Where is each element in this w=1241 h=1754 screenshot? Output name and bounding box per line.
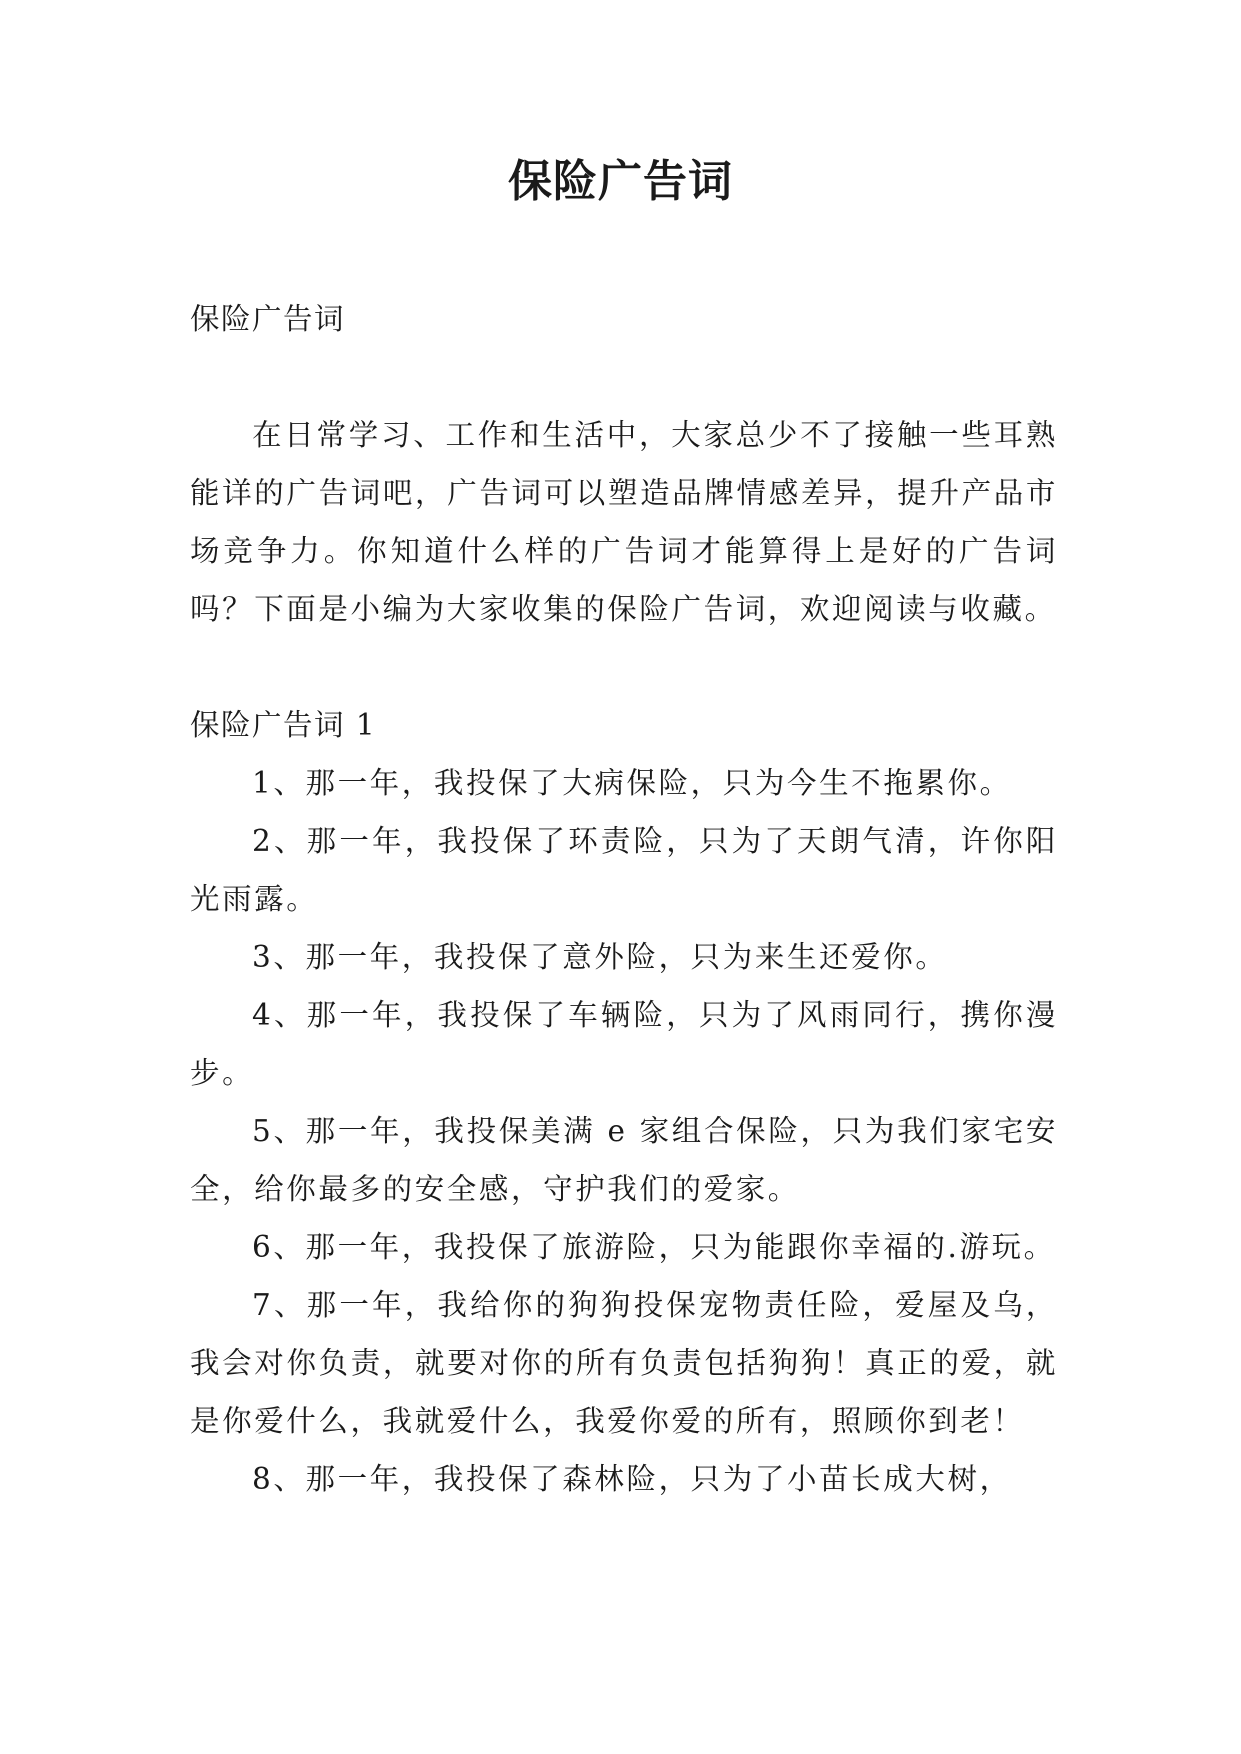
list-item: 1、那一年，我投保了大病保险，只为今生不拖累你。: [252, 766, 1012, 800]
list-item: 6、那一年，我投保了旅游险，只为能跟你幸福的.游玩。: [252, 1230, 1056, 1264]
document-title: 保险广告词: [508, 156, 733, 207]
list-item: 5、那一年，我投保美满 e 家组合保险，只为我们家宅安全，给你最多的安全感，守护我们的爱家。: [190, 1114, 1058, 1206]
list-item: 3、那一年，我投保了意外险，只为来生还爱你。: [252, 940, 948, 974]
section-title: 保险广告词 1: [190, 708, 377, 742]
list-item: 2、那一年，我投保了环责险，只为了天朗气清，许你阳光雨露。: [190, 824, 1058, 916]
document-body: [190, 290, 1058, 1508]
document-subtitle: 保险广告词: [190, 302, 346, 336]
intro-paragraph: 在日常学习、工作和生活中，大家总少不了接触一些耳熟能详的广告词吧，广告词可以塑造品牌情感差异，提升产品市场竞争力。你知道什么样的广告词才能算得上是好的广告词吗？下面是小编为大家收集的保险广告词，欢迎阅读与收藏。: [190, 418, 1058, 626]
list-item: 4、那一年，我投保了车辆险，只为了风雨同行，携你漫步。: [190, 998, 1058, 1090]
list-item: 7、那一年，我给你的狗狗投保宠物责任险，爱屋及乌，我会对你负责，就要对你的所有负责包括狗狗！真正的爱，就是你爱什么，我就爱什么，我爱你爱的所有，照顾你到老！: [190, 1288, 1058, 1438]
list-item: 8、那一年，我投保了森林险，只为了小苗长成大树，: [252, 1462, 1012, 1496]
